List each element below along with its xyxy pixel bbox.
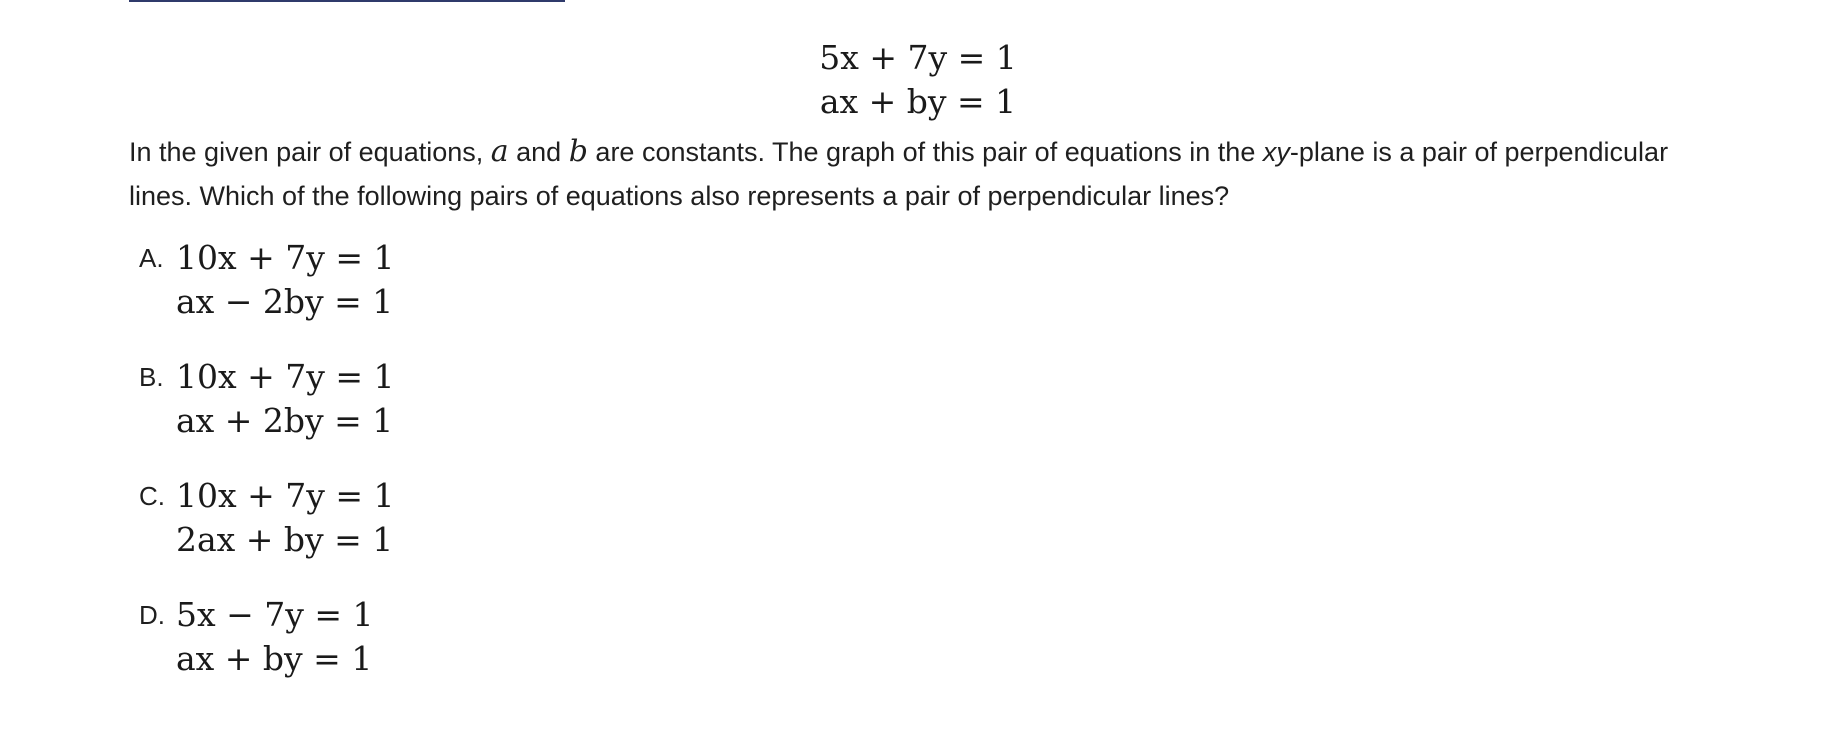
choice-equation-2: 2ax + by = 1 bbox=[176, 520, 394, 559]
variable-a: a bbox=[490, 134, 509, 169]
variable-b: b bbox=[568, 134, 588, 169]
given-equation-system bbox=[0, 36, 1836, 124]
prompt-text-4: -plane is a pair of perpendicular lines. Which of the following pairs of equations also represents a pair of perpendicular lines? bbox=[129, 137, 1669, 211]
choice-equations bbox=[176, 355, 395, 443]
choice-equation-1: 5x − 7y = 1 bbox=[176, 595, 374, 634]
choice-equation-1: 10x + 7y = 1 bbox=[176, 238, 395, 277]
choice-equation-1: 10x + 7y = 1 bbox=[176, 476, 395, 515]
top-divider bbox=[129, 0, 565, 2]
choice-equation-2: ax + 2by = 1 bbox=[176, 401, 394, 440]
given-equation-2: ax + by = 1 bbox=[819, 82, 1017, 121]
choice-equations bbox=[176, 474, 395, 562]
choice-letter: A. bbox=[139, 243, 164, 273]
choice-a[interactable] bbox=[139, 236, 395, 324]
choice-c[interactable] bbox=[139, 474, 395, 562]
choice-equation-1: 10x + 7y = 1 bbox=[176, 357, 395, 396]
prompt-text-3: are constants. The graph of this pair of equations in the bbox=[587, 137, 1263, 167]
prompt-text-1: In the given pair of equations, bbox=[129, 137, 491, 167]
choice-equation-2: ax − 2by = 1 bbox=[176, 282, 394, 321]
question-prompt bbox=[129, 130, 1719, 218]
choice-equations bbox=[176, 236, 395, 324]
choice-letter: B. bbox=[139, 362, 164, 392]
choice-equations bbox=[176, 593, 374, 681]
choice-equation-2: ax + by = 1 bbox=[176, 639, 373, 678]
prompt-text-2: and bbox=[508, 137, 569, 167]
given-equation-1: 5x + 7y = 1 bbox=[819, 38, 1017, 77]
choice-b[interactable] bbox=[139, 355, 395, 443]
choice-letter: C. bbox=[139, 481, 165, 511]
choice-letter: D. bbox=[139, 600, 165, 630]
choice-d[interactable] bbox=[139, 593, 374, 681]
xy-term: xy bbox=[1262, 137, 1290, 167]
